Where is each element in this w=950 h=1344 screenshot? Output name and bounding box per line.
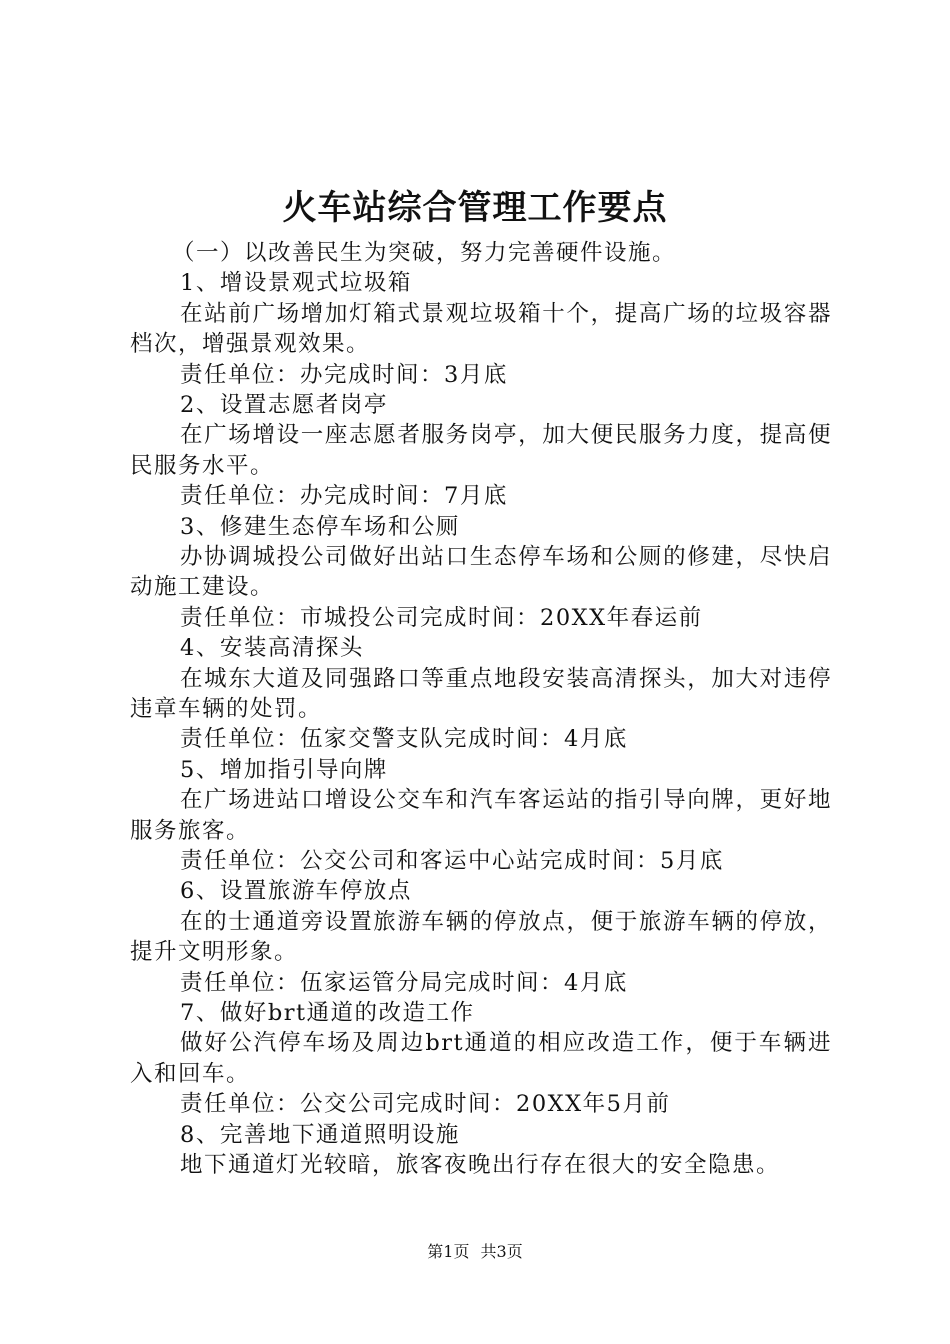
- item-heading: 6、设置旅游车停放点: [180, 878, 412, 905]
- item-body: 办协调城投公司做好出站口生态停车场和公厕的修建，尽快启动施工建设。: [130, 543, 832, 601]
- item-responsibility: 责任单位：办完成时间：7月底: [180, 483, 508, 510]
- item-heading: 3、修建生态停车场和公厕: [180, 513, 460, 540]
- item-responsibility: 责任单位：伍家运管分局完成时间：4月底: [180, 969, 628, 996]
- document-body: [130, 238, 832, 1180]
- item-responsibility: 责任单位：公交公司完成时间：20XX年5月前: [180, 1091, 671, 1118]
- item-body: 在站前广场增加灯箱式景观垃圾箱十个，提高广场的垃圾容器档次，增强景观效果。: [130, 300, 832, 358]
- item-body: 在广场进站口增设公交车和汽车客运站的指引导向牌，更好地服务旅客。: [130, 787, 832, 844]
- item-heading: 5、增加指引导向牌: [180, 756, 388, 783]
- item-responsibility: 责任单位：伍家交警支队完成时间：4月底: [180, 726, 628, 753]
- item-responsibility: 责任单位：公交公司和客运中心站完成时间：5月底: [180, 847, 724, 874]
- page-total: 共3页: [480, 1242, 523, 1261]
- page-footer: [0, 1240, 950, 1264]
- item-heading: 7、做好brt通道的改造工作: [180, 999, 475, 1026]
- item-body: 在城东大道及同强路口等重点地段安装高清探头，加大对违停违章车辆的处罚。: [130, 665, 832, 722]
- item-responsibility: 责任单位：办完成时间：3月底: [180, 361, 508, 388]
- item-heading: 1、增设景观式垃圾箱: [180, 270, 412, 297]
- item-heading: 8、完善地下通道照明设施: [180, 1121, 460, 1148]
- item-body: 在广场增设一座志愿者服务岗亭，加大便民服务力度，提高便民服务水平。: [130, 422, 832, 479]
- page-number: 第1页: [427, 1242, 470, 1261]
- section-heading: （一）以改善民生为突破，努力完善硬件设施。: [172, 240, 677, 266]
- item-responsibility: 责任单位：市城投公司完成时间：20XX年春运前: [180, 604, 703, 631]
- item-body: 在的士通道旁设置旅游车辆的停放点，便于旅游车辆的停放，提升文明形象。: [130, 908, 832, 966]
- item-heading: 2、设置志愿者岗亭: [180, 391, 388, 418]
- item-body: 做好公汽停车场及周边brt通道的相应改造工作，便于车辆进入和回车。: [130, 1030, 832, 1087]
- item-body: 地下通道灯光较暗，旅客夜晚出行存在很大的安全隐患。: [180, 1151, 781, 1178]
- item-heading: 4、安装高清探头: [180, 635, 364, 662]
- document-title: 火车站综合管理工作要点: [282, 188, 668, 228]
